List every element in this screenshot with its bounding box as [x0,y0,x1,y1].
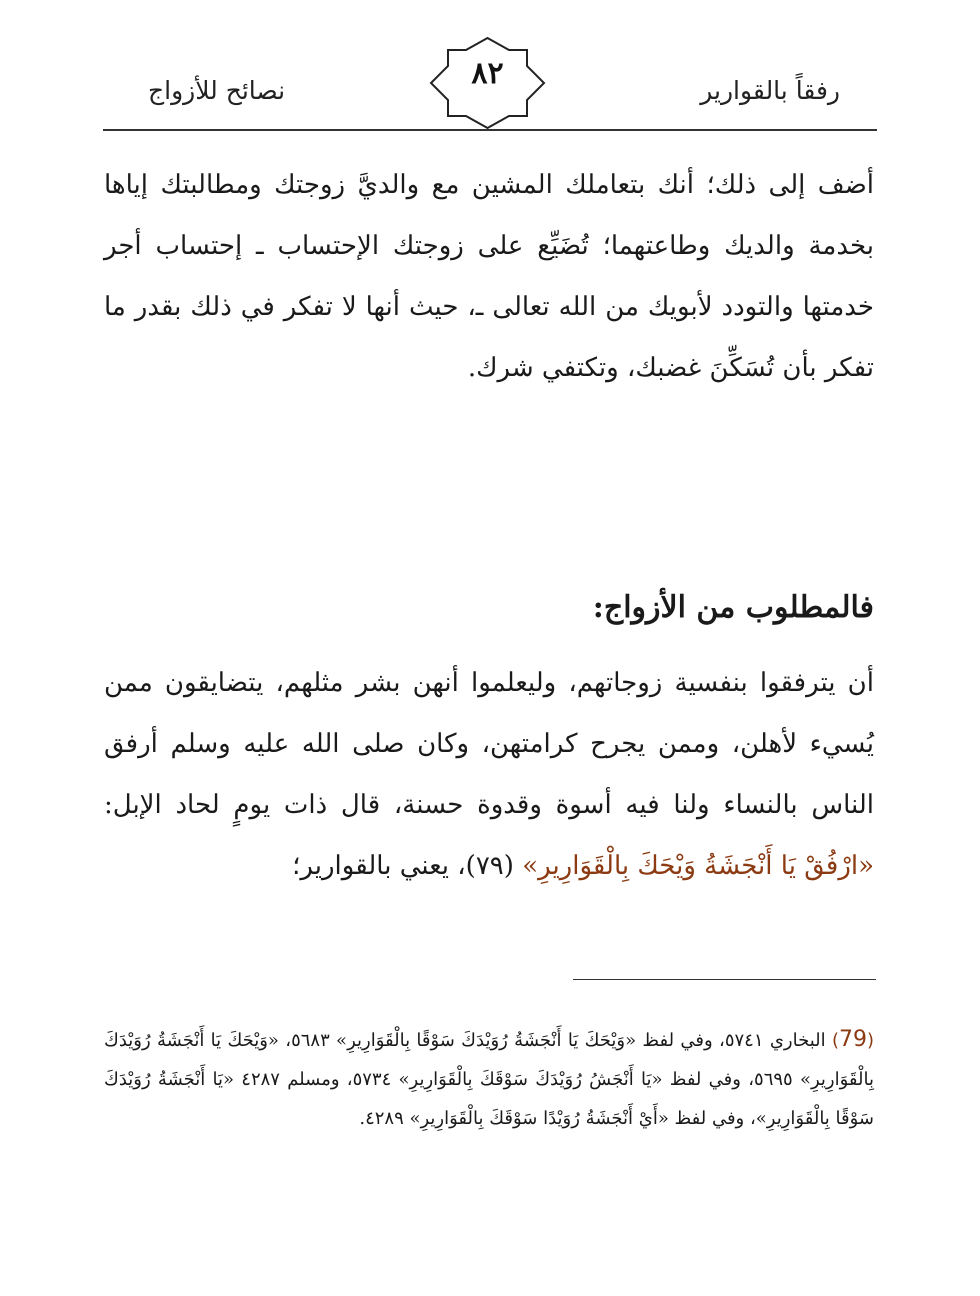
body-paragraph-2 [104,653,874,897]
page-number-badge [429,36,546,130]
header-divider [103,129,877,131]
section-heading: فالمطلوب من الأزواج: [592,590,874,625]
paragraph-2-text-end: ، يعني بالقوارير؛ [292,851,466,881]
paragraph-2-text-start: أن يترفقوا بنفسية زوجاتهم، وليعلموا أنهن بشر مثلهم، يتضايقون ممن يُسيء لأهلن، وممن يجرح كرامتهن، وكان صلى الله عليه وسلم أرفق الناس بالنساء ولنا فيه أسوة وقدوة حسنة، قال ذات يومٍ لحاد الإبل: [104,668,874,820]
footnote-number: 79 [838,1027,867,1052]
body-paragraph-1: أضف إلى ذلك؛ أنك بتعاملك المشين مع والديَّ زوجتك ومطالبتك إياها بخدمة والديك وطاعتهما؛ تُضَيِّع على زوجتك الإحتساب ـ إحتساب أجر خدمتها والتودد لأبويك من الله تعالى ـ، حيث أنها لا تفكر في ذلك بقدر ما تفكر بأن تُسَكِّنَ غضبك، وتكتفي شرك. [104,170,874,383]
footnote-divider [573,979,876,980]
footnote-marker: (79) [831,1027,875,1052]
footnote-text: البخاري ٥٧٤١، وفي لفظ «وَيْحَكَ يَا أَنْجَشَةُ رُوَيْدَكَ سَوْقًا بِالْقَوَارِيرِ» ٥٦٨٣، «وَيْحَكَ يَا أَنْجَشَةُ رُوَيْدَكَ بِالْقَوَارِيرِ» ٥٦٩٥، وفي لفظ «يَا أَنْجَشُ رُوَيْدَكَ سَوْقَكَ بِالْقَوَارِيرِ» ٥٧٣٤، ومسلم ٤٢٨٧ «يَا أَنْجَشَةُ رُوَيْدَكَ سَوْقًا بِالْقَوَارِيرِ»، وفي لفظ «أَيْ أَنْجَشَةُ رُوَيْدًا سَوْقَكَ بِالْقَوَارِيرِ» ٤٢٨٩. [104,1030,874,1129]
running-header-book-title: رفقاً بالقوارير [700,76,840,105]
hadith-quote: «ارْفُقْ يَا أَنْجَشَةُ وَيْحَكَ بِالْقَوَارِيرِ» [522,851,874,881]
footnote [104,1020,874,1138]
footnote-reference[interactable]: (٧٩) [465,851,514,881]
page-number: ٨٢ [471,56,504,91]
running-header-chapter-title: نصائح للأزواج [148,76,286,105]
